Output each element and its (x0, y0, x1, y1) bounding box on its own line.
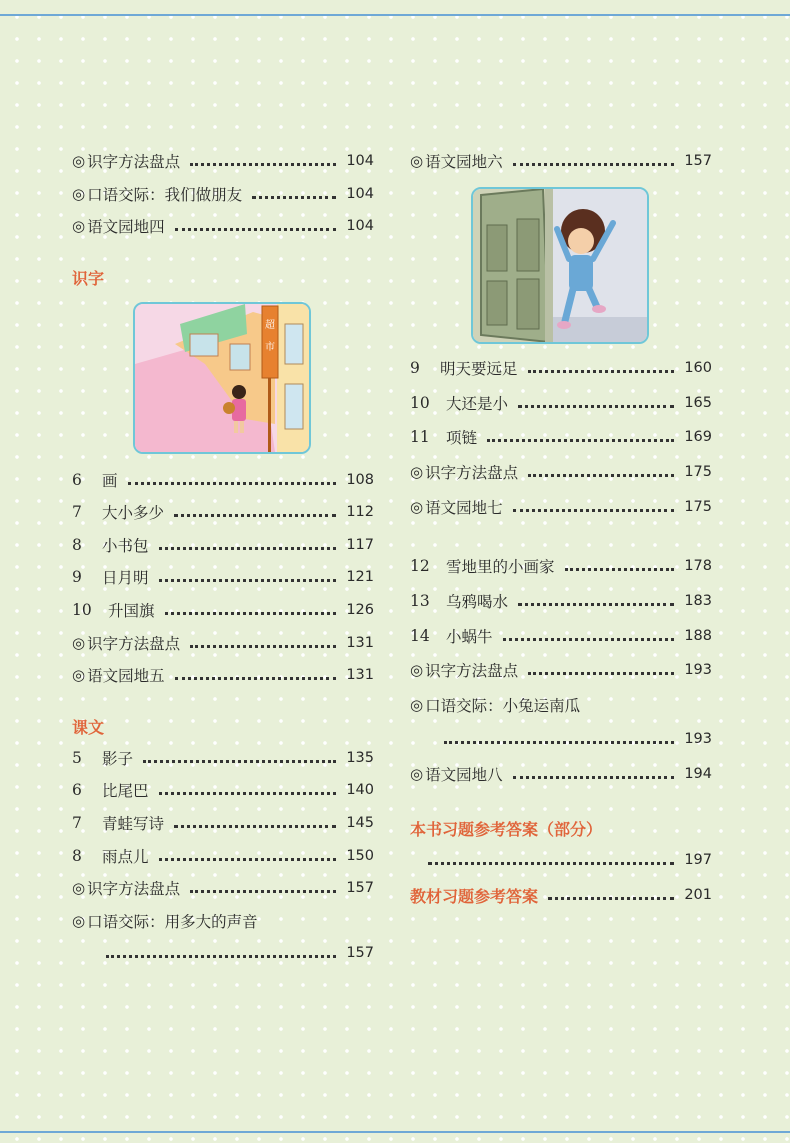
toc-title: 识字方法盘点 (87, 635, 181, 653)
lesson-number: 9 (410, 359, 420, 377)
toc-entry[interactable] (72, 180, 374, 208)
supermarket-sign-char-2: 市 (265, 342, 275, 353)
toc-page: 169 (684, 429, 712, 445)
toc-title: 画 (102, 472, 118, 490)
leader-dots (128, 482, 336, 485)
circle-icon: ◎ (72, 666, 86, 684)
toc-entry[interactable] (72, 596, 374, 624)
lesson-number: 14 (410, 627, 430, 645)
toc-entry[interactable] (72, 661, 374, 689)
leader-dots (548, 897, 674, 900)
toc-entry[interactable] (72, 563, 374, 591)
leader-dots (190, 645, 336, 648)
leader-dots (175, 677, 336, 680)
leader-dots (518, 603, 674, 606)
supermarket-sign-char-1: 超 (265, 320, 275, 331)
lesson-number: 5 (72, 749, 82, 767)
leader-dots (513, 163, 674, 166)
toc-title: 项链 (446, 429, 478, 447)
circle-icon: ◎ (410, 152, 424, 170)
toc-page: 121 (346, 569, 374, 585)
lesson-number: 13 (410, 592, 430, 610)
toc-entry[interactable] (72, 498, 374, 526)
toc-page: 175 (684, 499, 712, 515)
leader-dots (159, 792, 336, 795)
toc-page: 193 (684, 731, 712, 747)
toc-page: 178 (684, 558, 712, 574)
toc-entry[interactable] (410, 354, 712, 382)
toc-entry-continuation[interactable] (72, 939, 374, 967)
toc-page: 140 (346, 782, 374, 798)
circle-icon: ◎ (72, 152, 86, 170)
circle-icon: ◎ (72, 879, 86, 897)
toc-entry[interactable] (72, 147, 374, 175)
leader-dots (487, 439, 674, 442)
lesson-number: 6 (72, 781, 82, 799)
toc-entry[interactable] (72, 212, 374, 240)
lesson-number: 10 (410, 394, 430, 412)
toc-title: 日月明 (102, 569, 149, 587)
toc-page: 193 (684, 662, 712, 678)
leader-dots (143, 760, 336, 763)
toc-entry[interactable] (72, 809, 374, 837)
circle-icon: ◎ (410, 765, 424, 783)
circle-icon: ◎ (410, 696, 424, 714)
toc-title: 语文园地八 (425, 766, 503, 784)
child-at-door-icon (473, 189, 647, 342)
toc-entry-continuation[interactable] (410, 725, 712, 753)
toc-page: 188 (684, 628, 712, 644)
toc-title: 语文园地五 (87, 667, 165, 685)
supermarket-illustration (133, 302, 311, 454)
leader-dots (190, 890, 336, 893)
circle-icon: ◎ (72, 185, 86, 203)
toc-entry[interactable] (72, 466, 374, 494)
toc-title: 小书包 (102, 537, 149, 555)
toc-title: 语文园地六 (425, 153, 503, 171)
toc-page: 201 (684, 887, 712, 903)
toc-page: 131 (346, 635, 374, 651)
toc-page: 157 (346, 880, 374, 896)
toc-page: 131 (346, 667, 374, 683)
toc-entry[interactable] (410, 587, 712, 615)
leader-dots (513, 509, 674, 512)
circle-icon: ◎ (72, 912, 86, 930)
leader-dots (175, 228, 336, 231)
leader-dots (159, 547, 336, 550)
circle-icon: ◎ (410, 463, 424, 481)
toc-page: 145 (346, 815, 374, 831)
toc-title: 明天要远足 (440, 360, 518, 378)
door-illustration (471, 187, 649, 344)
section-heading-kewen: 课文 (72, 718, 105, 737)
leader-dots (503, 638, 674, 641)
toc-page: 197 (684, 852, 712, 868)
toc-title: 口语交际：小兔运南瓜 (425, 697, 581, 715)
toc-page: 108 (346, 472, 374, 488)
leader-dots (444, 741, 674, 744)
toc-title: 识字方法盘点 (425, 662, 519, 680)
lesson-number: 6 (72, 471, 82, 489)
toc-title: 口语交际：我们做朋友 (87, 186, 243, 204)
toc-page: 104 (346, 153, 374, 169)
toc-title: 口语交际：用多大的声音 (87, 913, 258, 931)
leader-dots (174, 825, 336, 828)
toc-page: 135 (346, 750, 374, 766)
toc-entry[interactable] (410, 881, 712, 909)
toc-page: 165 (684, 395, 712, 411)
leader-dots (190, 163, 336, 166)
answers-heading-textbook: 教材习题参考答案 (410, 886, 539, 906)
toc-entry[interactable] (72, 629, 374, 657)
toc-page: 160 (684, 360, 712, 376)
toc-entry[interactable] (410, 147, 712, 175)
leader-dots (174, 514, 336, 517)
toc-page: 117 (346, 537, 374, 553)
leader-dots (518, 405, 674, 408)
leader-dots (528, 370, 674, 373)
lesson-number: 7 (72, 503, 82, 521)
toc-entry[interactable] (72, 842, 374, 870)
toc-entry[interactable] (72, 744, 374, 772)
leader-dots (513, 776, 674, 779)
toc-entry[interactable] (410, 760, 712, 788)
toc-page: 183 (684, 593, 712, 609)
leader-dots (528, 672, 674, 675)
toc-title: 乌鸦喝水 (446, 593, 509, 611)
leader-dots (106, 955, 336, 958)
bottom-border (0, 1131, 790, 1133)
toc-entry[interactable] (410, 423, 712, 451)
leader-dots (252, 196, 336, 199)
leader-dots (565, 568, 674, 571)
leader-dots (528, 474, 674, 477)
lesson-number: 8 (72, 536, 82, 554)
toc-page: 150 (346, 848, 374, 864)
lesson-number: 7 (72, 814, 82, 832)
toc-entry[interactable] (72, 776, 374, 804)
circle-icon: ◎ (410, 661, 424, 679)
top-border (0, 14, 790, 16)
toc-title: 青蛙写诗 (102, 815, 165, 833)
toc-entry[interactable] (410, 389, 712, 417)
toc-entry[interactable] (410, 493, 712, 521)
toc-entry-continuation[interactable] (410, 846, 712, 874)
lesson-number: 9 (72, 568, 82, 586)
toc-title: 影子 (102, 750, 134, 768)
circle-icon: ◎ (410, 498, 424, 516)
toc-entry[interactable] (410, 691, 712, 719)
toc-title: 识字方法盘点 (425, 464, 519, 482)
lesson-number: 11 (410, 428, 430, 446)
toc-page: 104 (346, 218, 374, 234)
toc-page: 126 (346, 602, 374, 618)
circle-icon: ◎ (72, 217, 86, 235)
circle-icon: ◎ (72, 634, 86, 652)
leader-dots (165, 612, 336, 615)
toc-page: 104 (346, 186, 374, 202)
lesson-number: 12 (410, 557, 430, 575)
toc-title: 雪地里的小画家 (446, 558, 555, 576)
toc-title: 大小多少 (102, 504, 165, 522)
lesson-number: 8 (72, 847, 82, 865)
toc-entry[interactable] (72, 874, 374, 902)
toc-page: 194 (684, 766, 712, 782)
toc-page: 157 (684, 153, 712, 169)
toc-entry[interactable] (410, 458, 712, 486)
toc-title: 比尾巴 (102, 782, 149, 800)
toc-title: 识字方法盘点 (87, 880, 181, 898)
toc-title: 小蜗牛 (446, 628, 493, 646)
toc-title: 识字方法盘点 (87, 153, 181, 171)
leader-dots (159, 858, 336, 861)
toc-entry[interactable] (72, 531, 374, 559)
toc-title: 语文园地四 (87, 218, 165, 236)
leader-dots (159, 579, 336, 582)
supermarket-scene-icon (135, 304, 309, 452)
toc-title: 语文园地七 (425, 499, 503, 517)
toc-page: 112 (346, 504, 374, 520)
toc-entry[interactable] (410, 552, 712, 580)
toc-title: 雨点儿 (102, 848, 149, 866)
toc-title: 大还是小 (446, 395, 509, 413)
lesson-number: 10 (72, 601, 92, 619)
toc-entry[interactable] (72, 907, 374, 935)
toc-entry[interactable] (410, 622, 712, 650)
section-heading-shizi: 识字 (72, 269, 105, 288)
leader-dots (428, 862, 674, 865)
toc-page: 157 (346, 945, 374, 961)
toc-entry[interactable] (410, 656, 712, 684)
answers-heading-book: 本书习题参考答案（部分） (410, 820, 603, 839)
toc-title: 升国旗 (108, 602, 155, 620)
toc-page: 175 (684, 464, 712, 480)
